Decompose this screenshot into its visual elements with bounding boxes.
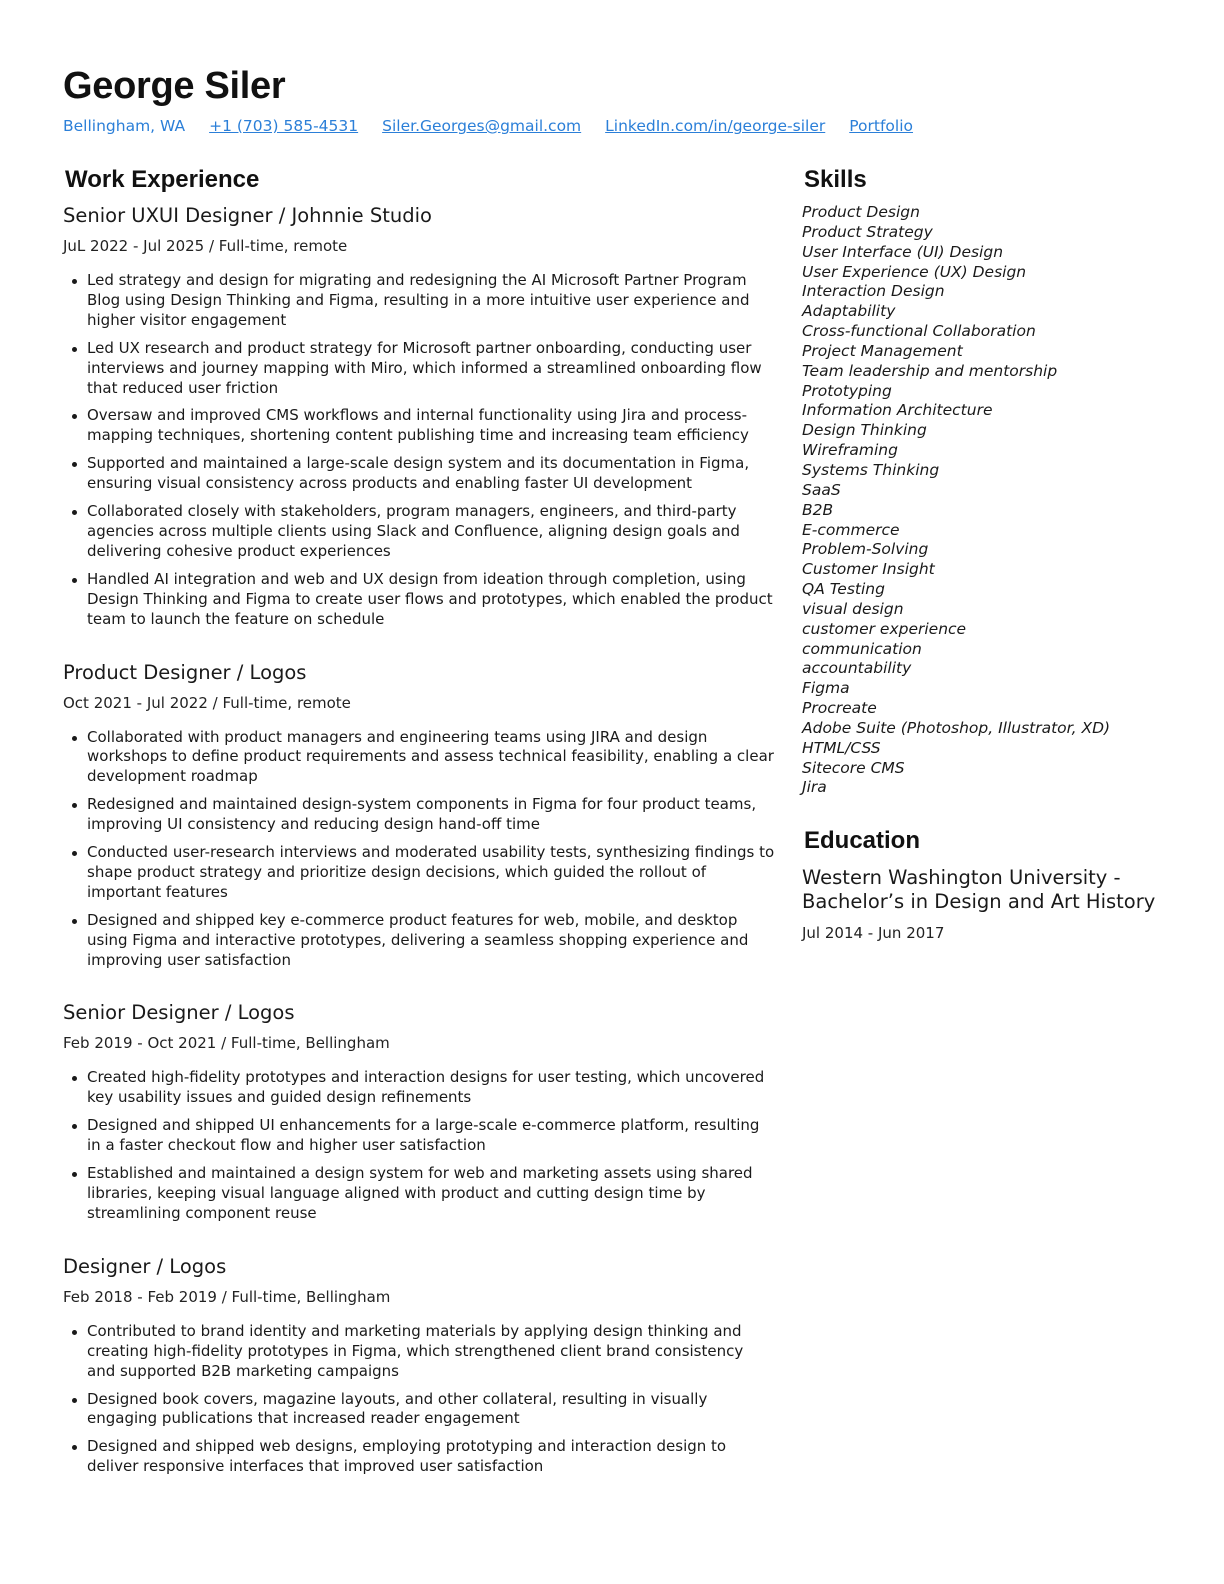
skill-item: HTML/CSS (802, 738, 881, 757)
skill-item: Procreate (802, 699, 877, 718)
job-meta: Oct 2021 - Jul 2022 / Full-time, remote (63, 693, 351, 712)
school-degree: Western Washington University - Bachelor’s in Design and Art History (802, 866, 1156, 914)
job-meta: Feb 2018 - Feb 2019 / Full-time, Bellingham (63, 1287, 391, 1306)
sidebar (802, 165, 1182, 943)
skill-item: B2B (802, 500, 834, 519)
skill-item: Problem-Solving (802, 540, 929, 559)
skill-item: Adobe Suite (Photoshop, Illustrator, XD) (802, 718, 1111, 737)
skill-item: Cross-functional Collaboration (802, 322, 1036, 341)
skill-item: Product Design (802, 203, 920, 221)
jobs-list (63, 203, 775, 1477)
skill-item: User Interface (UI) Design (802, 242, 1004, 261)
bullet-item: Collaborated closely with stakeholders, program managers, engineers, and third-party agencies across multiple clients using Slack and Confluence, aligning design goals and delivering cohesive product experiences (63, 502, 775, 562)
education-dates: Jul 2014 - Jun 2017 (802, 924, 945, 943)
skill-item: Interaction Design (802, 282, 945, 301)
skill-item: Sitecore CMS (802, 758, 905, 777)
skill-item: Information Architecture (802, 401, 993, 420)
job-bullets (63, 1068, 775, 1223)
job-entry (63, 1000, 775, 1223)
contact-bar (63, 116, 913, 136)
bullet-item: Contributed to brand identity and marketing materials by applying design thinking and creating high-fidelity prototypes in Figma, which strengthened client brand consistency and supported B2B marketing campaigns (63, 1322, 775, 1382)
work-experience-section (63, 165, 775, 1485)
work-experience-heading: Work Experience (65, 166, 260, 193)
phone-link[interactable]: +1 (703) 585-4531 (209, 117, 359, 135)
skill-item: customer experience (802, 619, 967, 638)
bullet-item: Designed and shipped UI enhancements for a large-scale e-commerce platform, resulting in a faster checkout flow and higher user satisfaction (63, 1116, 775, 1156)
skill-item: Adaptability (802, 302, 896, 321)
bullet-item: Led strategy and design for migrating and redesigning the AI Microsoft Partner Program Blog using Design Thinking and Figma, resulting in a more intuitive user experience and higher visitor engagement (63, 271, 775, 331)
job-entry (63, 203, 775, 630)
bullet-item: Designed and shipped web designs, employing prototyping and interaction design to deliver responsive interfaces that improved user satisfaction (63, 1437, 775, 1477)
bullet-item: Supported and maintained a large-scale design system and its documentation in Figma, ensuring visual consistency across products and enabling faster UI development (63, 454, 775, 494)
skill-item: Figma (802, 679, 850, 698)
skill-item: Customer Insight (802, 560, 935, 579)
skill-item: SaaS (802, 480, 841, 499)
skills-heading: Skills (804, 166, 867, 193)
job-title: Senior Designer / Logos (63, 1001, 295, 1025)
bullet-item: Designed book covers, magazine layouts, and other collateral, resulting in visually engaging publications that increased reader engagement (63, 1390, 775, 1430)
skill-item: Jira (802, 778, 827, 797)
bullet-item: Conducted user-research interviews and moderated usability tests, synthesizing findings to shape product strategy and prioritize design decisions, which guided the rollout of important features (63, 843, 775, 903)
skill-item: visual design (802, 599, 904, 618)
job-bullets (63, 271, 775, 630)
job-bullets (63, 728, 775, 971)
bullet-item: Collaborated with product managers and engineering teams using JIRA and design workshops to define product requirements and assess technical feasibility, enabling a clear development roadmap (63, 728, 775, 788)
skill-item: QA Testing (802, 580, 885, 599)
skill-item: Team leadership and mentorship (802, 361, 1058, 380)
candidate-name: George Siler (63, 65, 286, 107)
skill-item: User Experience (UX) Design (802, 262, 1027, 281)
bullet-item: Established and maintained a design system for web and marketing assets using shared libraries, keeping visual language aligned with product and cutting design time by streamlining component reuse (63, 1164, 775, 1224)
bullet-item: Created high-fidelity prototypes and interaction designs for user testing, which uncovered key usability issues and guided design refinements (63, 1068, 775, 1108)
education-heading: Education (804, 827, 921, 855)
email-link[interactable]: Siler.Georges@gmail.com (382, 117, 582, 135)
job-bullets (63, 1322, 775, 1477)
skill-item: Systems Thinking (802, 460, 940, 479)
location-link[interactable]: Bellingham, WA (63, 117, 186, 135)
bullet-item: Led UX research and product strategy for Microsoft partner onboarding, conducting user interviews and journey mapping with Miro, which informed a streamlined onboarding flow that reduced user friction (63, 339, 775, 399)
bullet-item: Designed and shipped key e-commerce product features for web, mobile, and desktop using Figma and interactive prototypes, delivering a seamless shopping experience and improving user satisfaction (63, 911, 775, 971)
skill-item: accountability (802, 659, 912, 678)
bullet-item: Oversaw and improved CMS workflows and internal functionality using Jira and process-mapping techniques, shortening content publishing time and increasing team efficiency (63, 406, 775, 446)
job-title: Senior UXUI Designer / Johnnie Studio (63, 204, 432, 227)
skill-item: Prototyping (802, 381, 892, 400)
linkedin-link[interactable]: LinkedIn.com/in/george-siler (605, 117, 826, 135)
skill-item: Project Management (802, 341, 963, 360)
skill-item: Product Strategy (802, 222, 933, 241)
job-meta: JuL 2022 - Jul 2025 / Full-time, remote (63, 237, 348, 255)
job-title: Product Designer / Logos (63, 660, 307, 684)
job-title: Designer / Logos (63, 1254, 227, 1278)
skill-item: Design Thinking (802, 421, 927, 440)
skill-item: E-commerce (802, 520, 900, 539)
bullet-item: Redesigned and maintained design-system components in Figma for four product teams, improving UI consistency and reducing design hand-off time (63, 795, 775, 835)
skills-list (802, 203, 1182, 798)
skill-item: communication (802, 639, 922, 658)
job-entry (63, 1254, 775, 1477)
skill-item: Wireframing (802, 441, 898, 460)
job-entry (63, 660, 775, 971)
job-meta: Feb 2019 - Oct 2021 / Full-time, Bellingham (63, 1034, 390, 1053)
bullet-item: Handled AI integration and web and UX design from ideation through completion, using Design Thinking and Figma to create user flows and prototypes, which enabled the product team to launch the feature on schedule (63, 570, 775, 630)
portfolio-link[interactable]: Portfolio (849, 117, 914, 135)
